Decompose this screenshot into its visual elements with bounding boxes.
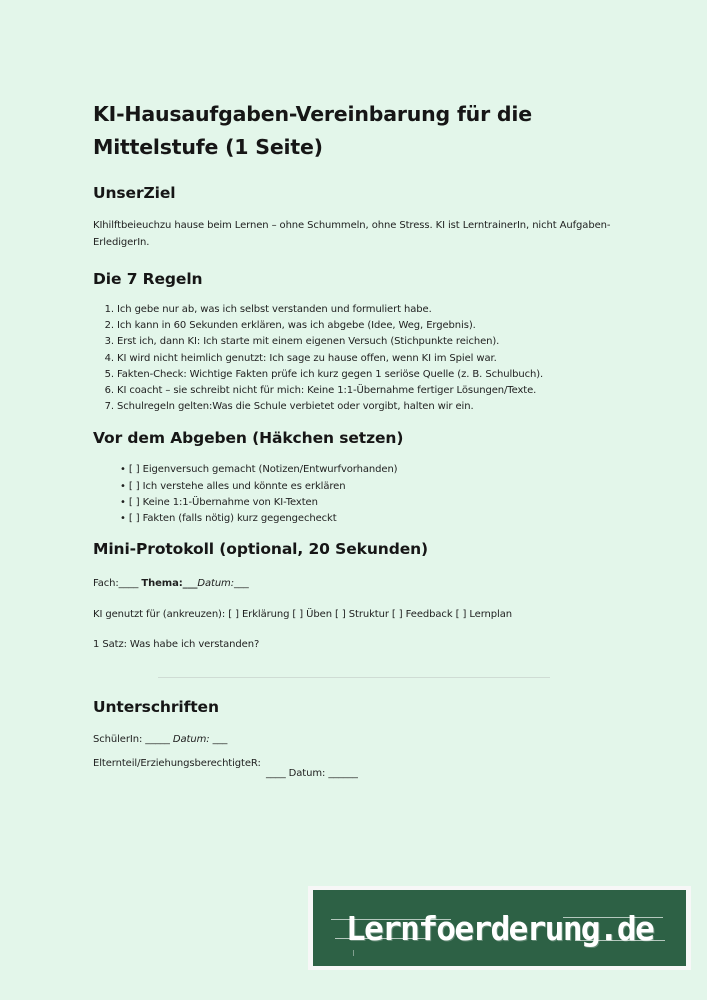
parent-signature-line: [93, 756, 613, 782]
rule-item: 2. Ich kann in 60 Sekunden erklären, was ich abgebe (Idee, Weg, Ergebnis).: [117, 318, 613, 334]
rules-heading: Die 7 Regeln: [93, 270, 203, 288]
checklist-heading: Vor dem Abgeben (Häkchen setzen): [93, 429, 404, 448]
datum-field: Datum:___: [197, 578, 249, 590]
checklist-item: • [ ] Keine 1:1-Übernahme von KI-Texten: [120, 495, 613, 511]
logo-text: Lernfoerderung.de: [345, 908, 654, 948]
rules-list: [93, 302, 613, 415]
rule-item: 1. Ich gebe nur ab, was ich selbst verstanden und formuliert habe.: [117, 302, 613, 318]
protocol-fields: [93, 576, 613, 593]
student-signature: SchülerIn: _____: [93, 733, 170, 745]
rule-item: 3. Erst ich, dann KI: Ich starte mit einem eigenen Versuch (Stichpunkte reichen).: [117, 334, 613, 350]
thema-field: Thema:___: [141, 578, 198, 590]
rule-item: 4. KI wird nicht heimlich genutzt: Ich sage zu hause offen, wenn KI im Spiel war.: [117, 351, 613, 367]
checklist-item: • [ ] Eigenversuch gemacht (Notizen/Entwurfvorhanden): [120, 462, 613, 478]
rule-item: 6. KI coacht – sie schreibt nicht für mich: Keine 1:1-Übernahme fertiger Lösungen/Texte.: [117, 383, 613, 399]
logo-banner: [308, 886, 691, 970]
understanding-sentence: 1 Satz: Was habe ich verstanden?: [93, 639, 260, 651]
divider: [158, 677, 550, 678]
ki-usage-line: KI genutzt für (ankreuzen): [ ] Erklärung [ ] Üben [ ] Struktur [ ] Feedback [ ] Lernplan: [93, 608, 512, 620]
signatures-heading: Unterschriften: [93, 697, 219, 716]
parent-signature-date: ____ Datum: ______: [266, 768, 358, 780]
parent-label: Elternteil/ErziehungsberechtigteR:: [93, 758, 261, 770]
student-signature-line: [93, 732, 613, 749]
checklist: [93, 462, 613, 527]
page-title: KI-Hausaufgaben-Vereinbarung für die Mittelstufe (1 Seite): [93, 102, 532, 159]
logo: [313, 890, 686, 966]
student-date: Datum: ___: [172, 733, 228, 745]
goal-text: KIhilftbeieuchzu hause beim Lernen – ohne Schummeln, ohne Stress. KI ist LerntrainerIn, nicht Aufgaben-ErledigerIn.: [93, 220, 611, 248]
goal-heading: UnserZiel: [93, 184, 176, 202]
fach-field: Fach:____: [93, 578, 139, 590]
checklist-item: • [ ] Ich verstehe alles und könnte es erklären: [120, 479, 613, 495]
protocol-heading: Mini-Protokoll (optional, 20 Sekunden): [93, 540, 429, 559]
checklist-item: • [ ] Fakten (falls nötig) kurz gegengecheckt: [120, 511, 613, 527]
rule-item: 7. Schulregeln gelten:Was die Schule verbietet oder vorgibt, halten wir ein.: [117, 399, 613, 415]
rule-item: 5. Fakten-Check: Wichtige Fakten prüfe ich kurz gegen 1 seriöse Quelle (z. B. Schulbuch).: [117, 367, 613, 383]
document: [93, 98, 613, 782]
